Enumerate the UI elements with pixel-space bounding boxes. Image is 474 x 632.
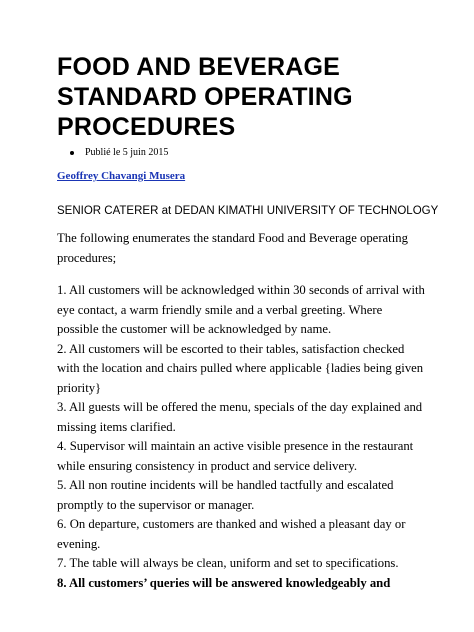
intro-paragraph: The following enumerates the standard Food and Beverage operating procedures; — [57, 231, 408, 265]
procedure-item-2: 2. All customers will be escorted to their tables, satisfaction checked with the location and chairs pulled where applicable {ladies being given priority} — [57, 341, 424, 395]
page-title — [57, 52, 457, 142]
publish-date: Publié le 5 juin 2015 — [85, 147, 169, 158]
procedure-item-4: 4. Supervisor will maintain an active visible presence in the restaurant while ensuring consistency in product and service delivery. — [57, 439, 414, 473]
procedure-item-3: 3. All guests will be offered the menu, specials of the day explained and missing items clarified. — [57, 400, 423, 434]
document-body — [57, 229, 425, 593]
author-link[interactable]: Geoffrey Chavangi Musera — [57, 170, 186, 182]
procedure-item-1: 1. All customers will be acknowledged within 30 seconds of arrival with eye contact, a warm friendly smile and a verbal greeting. Where possible the customer will be acknowledged by name. — [57, 283, 425, 336]
bullet-icon — [70, 151, 74, 155]
procedure-item-5: 5. All non routine incidents will be handled tactfully and escalated promptly to the supervisor or manager. — [57, 478, 394, 512]
title-line-2: STANDARD OPERATING — [57, 83, 353, 111]
procedure-item-6: 6. On departure, customers are thanked and wished a pleasant day or evening. — [57, 517, 406, 551]
procedure-item-7: 7. The table will always be clean, uniform and set to specifications. — [57, 556, 399, 570]
procedure-item-8: 8. All customers’ queries will be answered knowledgeably and — [57, 575, 391, 590]
author-role: SENIOR CATERER at DEDAN KIMATHI UNIVERSITY OF TECHNOLOGY — [57, 205, 439, 217]
title-line-3: PROCEDURES — [57, 113, 236, 141]
publish-date-item — [70, 146, 168, 160]
title-line-1: FOOD AND BEVERAGE — [57, 53, 341, 81]
